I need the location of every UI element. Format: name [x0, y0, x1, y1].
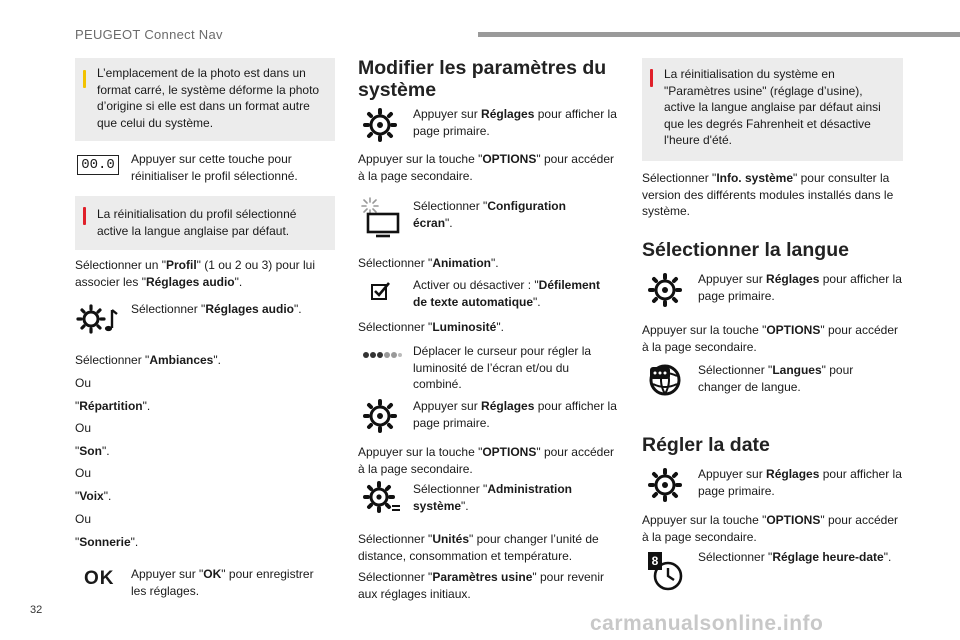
- info-note-text: L’emplacement de la photo est dans un format carré, le système déforme la photo d’origine si elle est dans un format autre que celui du système.: [97, 66, 320, 130]
- warning-mark-icon: [83, 207, 86, 225]
- step-options-text: Appuyer sur la touche "OPTIONS" pour accéder à la page secondaire.: [642, 323, 898, 354]
- audio-settings-text: Sélectionner "Réglages audio".: [131, 302, 302, 316]
- warning-note: [642, 58, 903, 161]
- date-time-icon: [646, 550, 686, 592]
- step-settings-text: Appuyer sur Réglages pour afficher la page primaire.: [698, 272, 902, 303]
- section-heading-language: Sélectionner la langue: [642, 239, 849, 261]
- header-rule: [478, 32, 960, 37]
- settings-gear-icon: [647, 467, 683, 503]
- step-animation-text: Sélectionner "Animation".: [358, 256, 499, 270]
- step-options-text: Appuyer sur la touche "OPTIONS" pour accéder à la page secondaire.: [642, 513, 898, 544]
- reset-text: Appuyer sur cette touche pour réinitialiser le profil sélectionné.: [131, 152, 298, 183]
- warning-mark-icon: [650, 69, 653, 87]
- profil-text: Sélectionner un "Profil" (1 ou 2 ou 3) pour lui associer les "Réglages audio".: [75, 258, 315, 289]
- step-factory-text: Sélectionner "Paramètres usine" pour revenir aux réglages initiaux.: [358, 570, 604, 601]
- settings-gear-icon: [362, 107, 398, 143]
- step-scroll-text: Activer ou désactiver : "Défilement de texte automatique".: [413, 278, 601, 309]
- step-slider-text: Déplacer le curseur pour régler la luminosité de l’écran et/ou du combiné.: [413, 344, 592, 391]
- page-number: 32: [30, 604, 43, 616]
- repartition-text: "Répartition".: [75, 399, 151, 413]
- step-units-text: Sélectionner "Unités" pour changer l’unité de distance, consommation et température.: [358, 532, 599, 563]
- reset-key-label: 00.0: [81, 157, 115, 173]
- step-options-text: Appuyer sur la touche "OPTIONS" pour accéder à la page secondaire.: [358, 445, 614, 476]
- date-icon-number: 8: [651, 554, 659, 568]
- warning-note-text: La réinitialisation du système en "Paramètres usine" (réglage d’usine), active la langue anglaise par défaut ainsi que les degrés Fahrenheit et désactive l'heure d'été.: [664, 67, 881, 147]
- section-heading-system: Modifier les paramètres du système: [358, 57, 607, 101]
- ou-text: Ou: [75, 466, 92, 480]
- warning-note: [75, 196, 335, 250]
- checkbox-icon: [370, 280, 392, 302]
- brightness-slider-icon: [362, 350, 402, 360]
- ou-text: Ou: [75, 376, 92, 390]
- system-admin-icon: [362, 480, 402, 514]
- step-settings-text: Appuyer sur Réglages pour afficher la page primaire.: [413, 107, 617, 138]
- step-options-text: Appuyer sur la touche "OPTIONS" pour accéder à la page secondaire.: [358, 152, 614, 183]
- ok-key-icon: [84, 568, 115, 590]
- settings-gear-icon: [362, 398, 398, 434]
- voix-text: "Voix".: [75, 489, 112, 503]
- ou-text: Ou: [75, 512, 92, 526]
- step-settings-text: Appuyer sur Réglages pour afficher la page primaire.: [698, 467, 902, 498]
- sonnerie-text: "Sonnerie".: [75, 535, 139, 549]
- step-settings-text: Appuyer sur Réglages pour afficher la page primaire.: [413, 399, 617, 430]
- document-header-title: PEUGEOT Connect Nav: [75, 27, 223, 42]
- screen-config-icon: [360, 196, 402, 238]
- step-date-text: Sélectionner "Réglage heure-date".: [698, 550, 892, 564]
- audio-settings-icon: [76, 302, 120, 336]
- step-admin-text: Sélectionner "Administration système".: [413, 482, 572, 513]
- son-text: "Son".: [75, 444, 110, 458]
- watermark: carmanualsonline.info: [590, 612, 824, 635]
- step-languages-text: Sélectionner "Langues" pour changer de langue.: [698, 363, 854, 394]
- section-heading-date: Régler la date: [642, 434, 770, 456]
- step-screen-config-text: Sélectionner "Configuration écran".: [413, 199, 566, 230]
- step-brightness-text: Sélectionner "Luminosité".: [358, 320, 504, 334]
- system-info-text: Sélectionner "Info. système" pour consulter la version des différents modules installés dans le système.: [642, 171, 894, 218]
- info-note: [75, 58, 335, 141]
- reset-key-icon: [77, 155, 119, 175]
- ok-text: Appuyer sur "OK" pour enregistrer les réglages.: [131, 567, 314, 598]
- ok-key-label: OK: [84, 568, 115, 589]
- warning-note-text: La réinitialisation du profil sélectionné active la langue anglaise par défaut.: [97, 207, 297, 238]
- ou-text: Ou: [75, 421, 92, 435]
- ambiances-text: Sélectionner "Ambiances".: [75, 353, 221, 367]
- settings-gear-icon: [647, 272, 683, 308]
- language-icon: [647, 362, 683, 398]
- info-mark-icon: [83, 70, 86, 88]
